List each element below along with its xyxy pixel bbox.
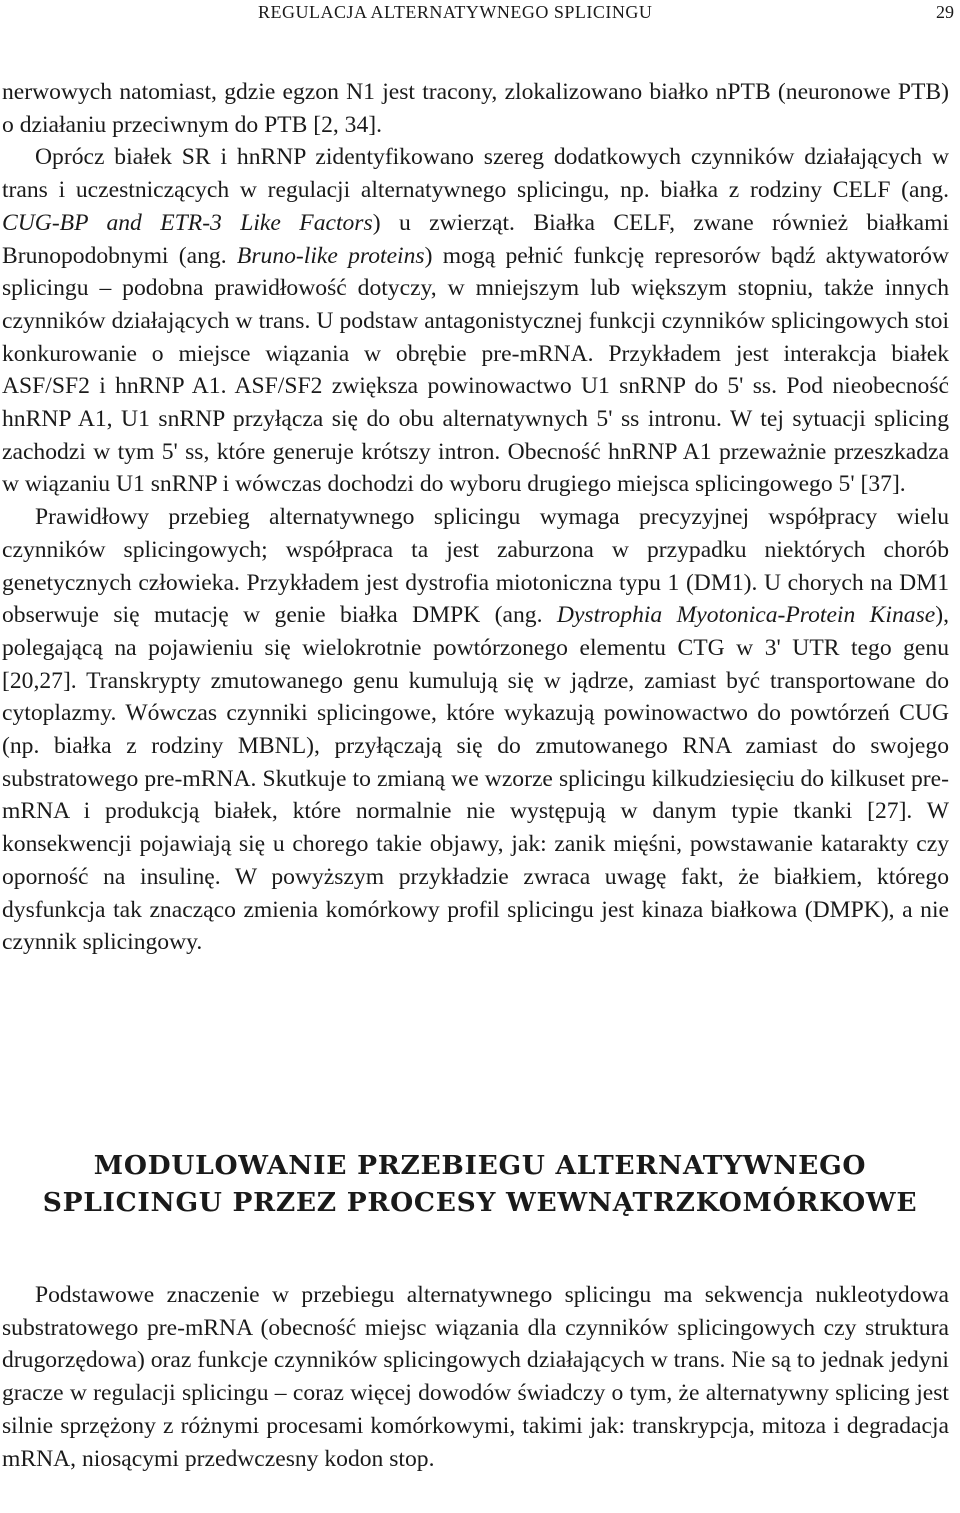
paragraph-3-text-b: ), polegającą na pojawieniu się wielokrotnie powtórzonego elementu CTG w 3' UTR tego genu [20,27]. Transkrypty zmutowanego genu kumulują się w jądrze, zamiast być transportowane do cytoplazmy. Wówczas czynniki splicingowe, które wykazują powinowactwo do powtórzeń CUG (np. białka z rodziny MBNL), przyłączają się do zmutowanego RNA zamiast do swojego substratowego pre-mRNA. Skutkuje to zmianą we wzorze splicingu kilkudziesięciu do kilkuset pre-mRNA i produkcją białek, które normalnie nie występują w danym typie tkanki [27]. W konsekwencji pojawiają się u chorego takie objawy, jak: zanik mięśni, powstawanie katarakty czy oporność na insulinę. W powyższym przykładzie zwraca uwagę fakt, że białkiem, którego dysfunkcja tak znacząco zmienia komórkowy profil splicingu jest kinaza białkowa (DMPK), a nie czynnik splicingowy. xyxy=(2,602,949,956)
term-celf-full: CUG-BP and ETR-3 Like Factors xyxy=(2,209,373,236)
running-header xyxy=(0,0,960,30)
section-heading xyxy=(0,1148,960,1221)
paragraph-2-text-c: ) mogą pełnić funkcję represorów bądź aktywatorów splicingu – podobna prawidłowość dotyczy, w mniejszym lub większym stopniu, także innych czynników działających w trans. U podstaw antagonistycznej funkcji czynników splicingowych stoi konkurowanie o miejsce wiązania w obrębie pre-mRNA. Przykładem jest interakcja białek ASF/SF2 i hnRNP A1. ASF/SF2 zwiększa powinowactwo U1 snRNP do 5' ss. Pod nieobecność hnRNP A1, U1 snRNP przyłącza się do obu alternatywnych 5' ss intronu. W tej sytuacji splicing zachodzi w tym 5' ss, które generuje krótszy intron. Obecność hnRNP A1 przeważnie przeszkadza w wiązaniu U1 snRNP i wówczas dochodzi do wyboru drugiego miejsca splicingowego 5' [37]. xyxy=(2,242,949,498)
term-dmpk-full: Dystrophia Myotonica-Protein Kinase xyxy=(556,602,936,629)
paragraph-4-text: Podstawowe znaczenie w przebiegu alternatywnego splicingu ma sekwencja nukleotydowa substratowego pre-mRNA (obecność miejsc wiązania dla czynników splicingowych czy struktura drugorzędowa) oraz funkcje czynników splicingowych działających w trans. Nie są to jednak jedyni gracze w regulacji splicingu – coraz więcej dowodów świadczy o tym, że alternatywny splicing jest silnie sprzężony z różnymi procesami komórkowymi, takimi jak: transkrypcja, mitoza i degradacja mRNA, niosącymi przedwczesny kodon stop. xyxy=(2,1282,949,1472)
running-title: REGULACJA ALTERNATYWNEGO SPLICINGU xyxy=(258,2,653,22)
page-number: 29 xyxy=(936,2,954,22)
body-text-upper xyxy=(2,76,949,959)
paragraph-celf xyxy=(2,141,949,501)
section-heading-line-2: SPLICINGU PRZEZ PROCESY WEWNĄTRZKOMÓRKOWE xyxy=(42,1186,918,1218)
paragraph-section-intro xyxy=(2,1279,949,1475)
term-bruno-like: Bruno-like proteins xyxy=(236,242,425,269)
paragraph-1-text: nerwowych natomiast, gdzie egzon N1 jest tracony, zlokalizowano białko nPTB (neuronowe PTB) o działaniu przeciwnym do PTB [2, 34]. xyxy=(2,79,949,138)
paragraph-2-text-a: Oprócz białek SR i hnRNP zidentyfikowano szereg dodatkowych czynników działających w trans i uczestniczących w regulacji alternatywnego splicingu, np. białka z rodziny CELF (ang. xyxy=(2,144,949,204)
section-heading-line-1: MODULOWANIE PRZEBIEGU ALTERNATYWNEGO xyxy=(93,1150,867,1181)
paragraph-continuation xyxy=(2,76,949,141)
paragraph-3-text-a: Prawidłowy przebieg alternatywnego splicingu wymaga precyzyjnej współpracy wielu czynników splicingowych; współpraca ta jest zaburzona w przypadku niektórych chorób genetycznych człowieka. Przykładem jest dystrofia miotoniczna typu 1 (DM1). U chorych na DM1 obserwuje się mutację w genie białka DMPK (ang. xyxy=(2,504,949,629)
paragraph-dm1 xyxy=(2,501,949,959)
paragraph-2-text-b: ) u zwierząt. Białka CELF, zwane również białkami Brunopodobnymi (ang. xyxy=(2,209,950,269)
body-text-lower xyxy=(2,1279,949,1475)
